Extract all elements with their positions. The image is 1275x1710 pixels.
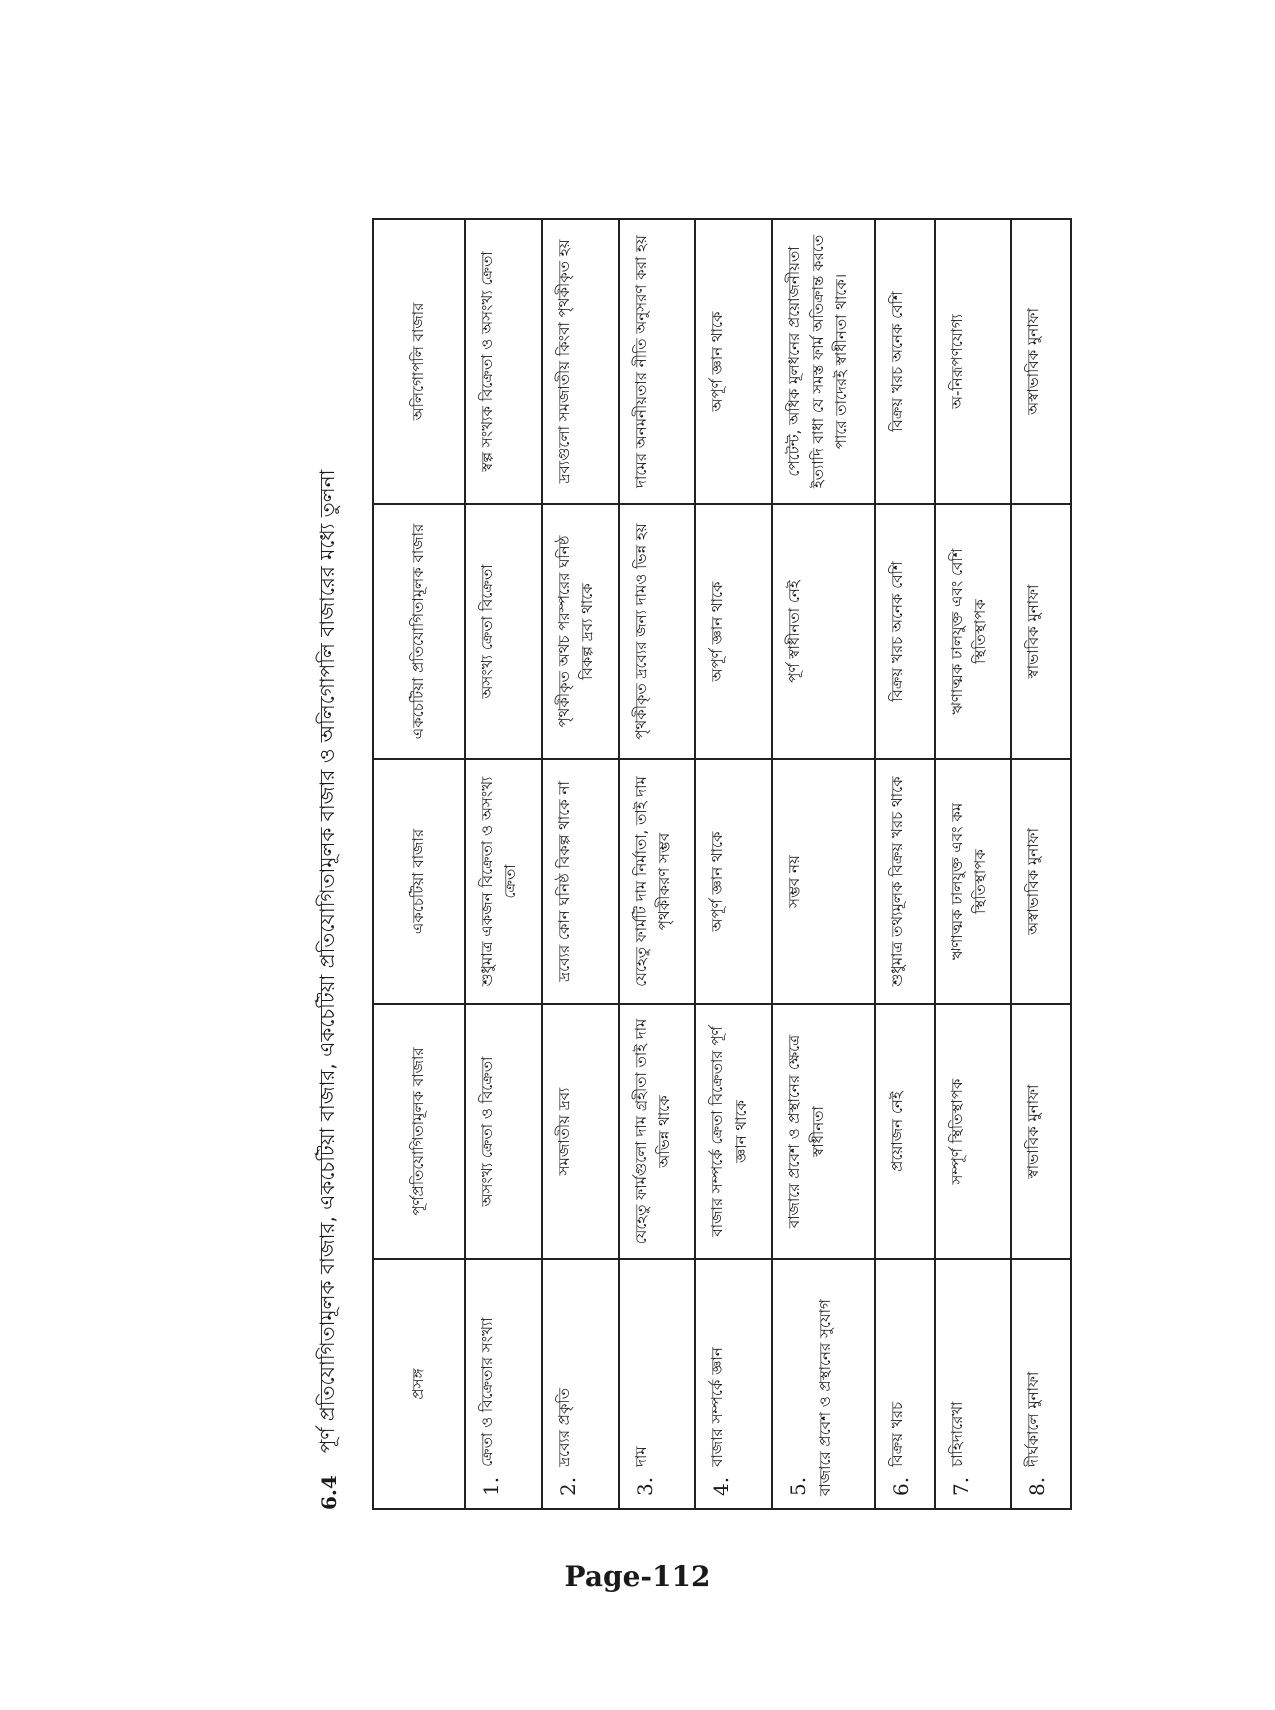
rotated-content: [300, 220, 1070, 1510]
row-number: 7.: [948, 1476, 973, 1496]
monopolistic-cell: অপূর্ণ জ্ঞান থাকে: [695, 504, 772, 759]
table-row: [935, 219, 1012, 1509]
topic-label: দাম: [631, 1446, 650, 1467]
monopoly-cell: শুধুমাত্র তথ্যমূলক বিক্রয় খরচ থাকে: [875, 759, 934, 1004]
section-number: 6.4: [317, 1475, 341, 1510]
perfect-cell: স্বাভাবিক মুনাফা: [1011, 1004, 1071, 1259]
oligopoly-cell: অ-নিরূপণযোগ্য: [935, 219, 1012, 504]
monopolistic-cell: বিক্রয় খরচ অনেক বেশি: [875, 504, 934, 759]
perfect-cell: যেহেতু ফার্মগুলো দাম গ্রহীতা তাই দাম অভিন্ন থাকে: [619, 1004, 696, 1259]
oligopoly-cell: বিক্রয় খরচ অনেক বেশি: [875, 219, 934, 504]
table-row: [875, 219, 934, 1509]
oligopoly-cell: অস্বাভাবিক মুনাফা: [1011, 219, 1071, 504]
topic-label: চাহিদারেখা: [947, 1401, 966, 1467]
topic-cell: [619, 1259, 696, 1509]
section-heading: [300, 220, 358, 1510]
page-number-label: Page-112: [564, 1560, 711, 1593]
monopoly-cell: অস্বাভাবিক মুনাফা: [1011, 759, 1071, 1004]
monopolistic-cell: ঋণাত্মক ঢালযুক্ত এবং বেশি স্থিতিস্থাপক: [935, 504, 1012, 759]
perfect-cell: অসংখ্য ক্রেতা ও বিক্রেতা: [465, 1004, 542, 1259]
oligopoly-cell: পেটেন্ট, অধিক মূলধনের প্রয়োজনীয়তা ইত্যাদি বাধা যে সমস্ত ফার্ম অতিক্রান্ত করতে পারে তাদেরই স্বাধীনতা থাকে।: [772, 219, 875, 504]
monopolistic-cell: স্বাভাবিক মুনাফা: [1011, 504, 1071, 759]
topic-cell: [465, 1259, 542, 1509]
perfect-cell: সম্পূর্ণ স্থিতিস্থাপক: [935, 1004, 1012, 1259]
topic-label: বাজারে প্রবেশ ও প্রস্থানের সুযোগ: [816, 1299, 835, 1496]
topic-label: দীর্ঘকালে মুনাফা: [1024, 1371, 1043, 1467]
monopoly-cell: যেহেতু ফার্মটি দাম নির্মাতা, তাই দাম পৃথকীকরণ সম্ভব: [619, 759, 696, 1004]
topic-label: বিক্রয় খরচ: [888, 1401, 907, 1467]
section-title: পূর্ণ প্রতিযোগিতামূলক বাজার, একচেটিয়া বাজার, একচেটিয়া প্রতিযোগিতামূলক বাজার ও অলিগোপলি বাজারের মধ্যে তুলনা: [314, 469, 339, 1454]
perfect-cell: সমজাতীয় দ্রব্য: [542, 1004, 619, 1259]
monopolistic-cell: পূর্ণ স্বাধীনতা নেই: [772, 504, 875, 759]
perfect-cell: বাজার সম্পর্কে ক্রেতা বিক্রেতার পূর্ণ জ্ঞান থাকে: [695, 1004, 772, 1259]
row-number: 8.: [1025, 1476, 1050, 1496]
header-monopolistic: একচেটিয়া প্রতিযোগিতামূলক বাজার: [373, 504, 465, 759]
table-row: [695, 219, 772, 1509]
monopolistic-cell: পৃথকীকৃত দ্রব্যের জন্য দামও ভিন্ন হয়: [619, 504, 696, 759]
monopolistic-cell: অসংখ্য ক্রেতা বিক্রেতা: [465, 504, 542, 759]
topic-cell: [695, 1259, 772, 1509]
table-row: [619, 219, 696, 1509]
topic-label: বাজার সম্পর্কে জ্ঞান: [708, 1347, 727, 1467]
topic-cell: [1011, 1259, 1071, 1509]
row-number: 2.: [555, 1476, 580, 1496]
monopoly-cell: দ্রব্যের কোন ঘনিষ্ঠ বিকল্প থাকে না: [542, 759, 619, 1004]
perfect-cell: বাজারে প্রবেশ ও প্রস্থানের ক্ষেত্রে স্বাধীনতা: [772, 1004, 875, 1259]
topic-cell: [875, 1259, 934, 1509]
row-number: 4.: [709, 1476, 734, 1496]
perfect-cell: প্রয়োজন নেই: [875, 1004, 934, 1259]
row-number: 6.: [889, 1476, 914, 1496]
oligopoly-cell: অপূর্ণ জ্ঞান থাকে: [695, 219, 772, 504]
topic-cell: [542, 1259, 619, 1509]
row-number: 5.: [786, 1476, 811, 1496]
header-monopoly: একচেটিয়া বাজার: [373, 759, 465, 1004]
monopoly-cell: অপূর্ণ জ্ঞান থাকে: [695, 759, 772, 1004]
topic-label: দ্রব্যের প্রকৃতি: [554, 1387, 573, 1467]
topic-label: ক্রেতা ও বিক্রেতার সংখ্যা: [478, 1317, 496, 1467]
topic-cell: [772, 1259, 875, 1509]
comparison-table: [372, 218, 1072, 1510]
monopoly-cell: ঋণাত্মক ঢালযুক্ত এবং কম স্থিতিস্থাপক: [935, 759, 1012, 1004]
oligopoly-cell: দামের অনমনীয়তার নীতি অনুসরণ করা হয়: [619, 219, 696, 504]
row-number: 3.: [632, 1476, 657, 1496]
table-row: [1011, 219, 1071, 1509]
header-oligopoly: অলিগোপলি বাজার: [373, 219, 465, 504]
monopoly-cell: সম্ভব নয়: [772, 759, 875, 1004]
table-row: [542, 219, 619, 1509]
row-number: 1.: [479, 1476, 503, 1496]
table-row: [772, 219, 875, 1509]
monopolistic-cell: পৃথকীকৃত অথচ পরস্পরের ঘনিষ্ঠ বিকল্প দ্রব্য থাকে: [542, 504, 619, 759]
topic-cell: [935, 1259, 1012, 1509]
monopoly-cell: শুধুমাত্র একজন বিক্রেতা ও অসংখ্য ক্রেতা: [465, 759, 542, 1004]
oligopoly-cell: স্বল্প সংখ্যক বিক্রেতা ও অসংখ্য ক্রেতা: [465, 219, 542, 504]
header-topic: প্রসঙ্গ: [373, 1259, 465, 1509]
table-header-row: [373, 219, 465, 1509]
oligopoly-cell: দ্রব্যগুলো সমজাতীয় কিংবা পৃথকীকৃত হয়: [542, 219, 619, 504]
table-row: [465, 219, 542, 1509]
header-perfect: পূর্ণপ্রতিযোগিতামূলক বাজার: [373, 1004, 465, 1259]
